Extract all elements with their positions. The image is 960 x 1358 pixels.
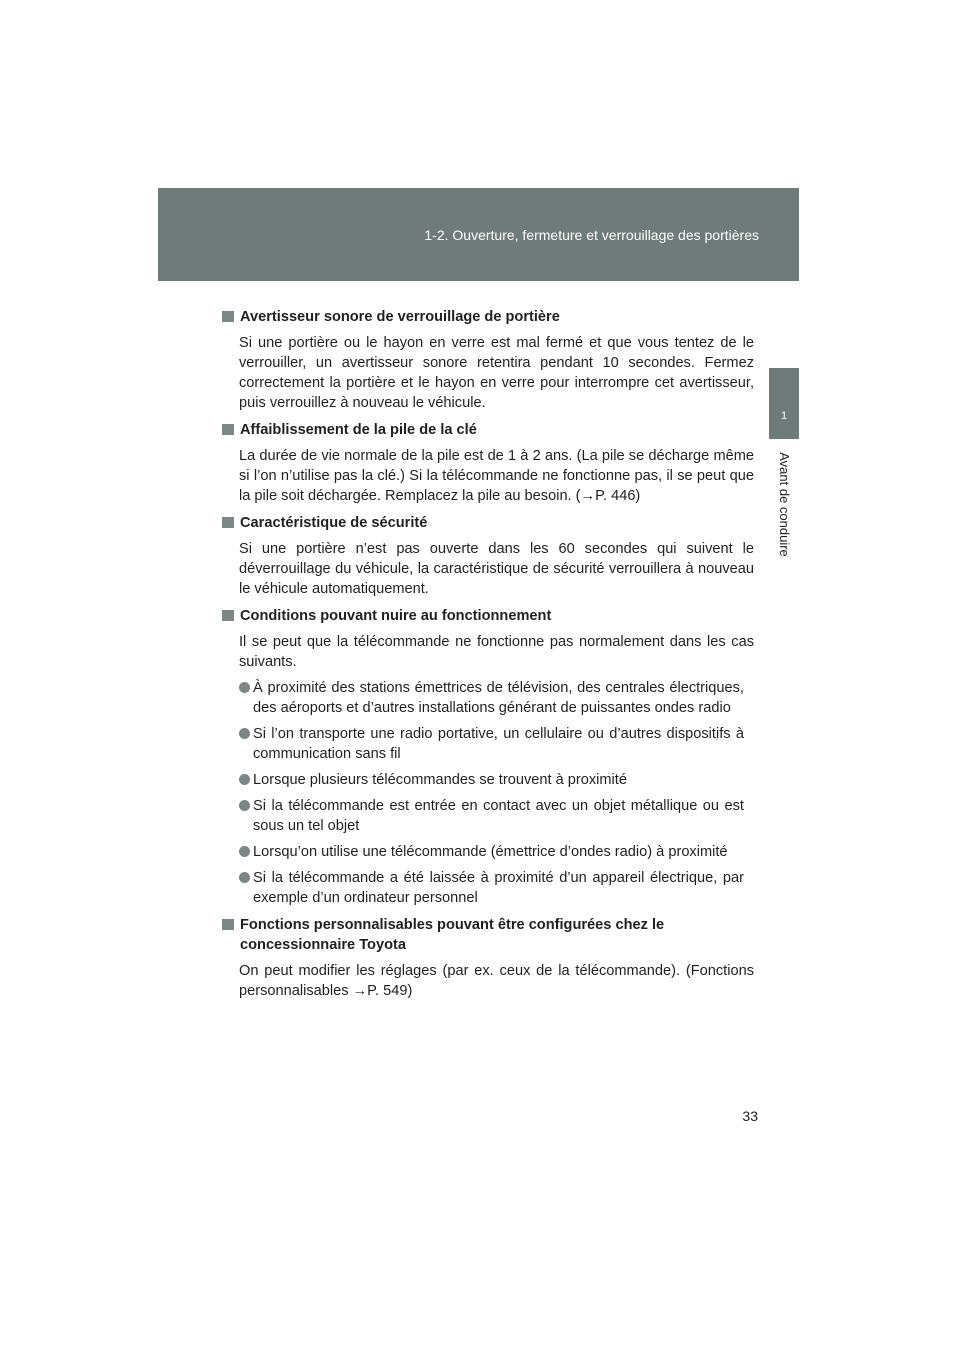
section-heading bbox=[222, 606, 754, 626]
section-heading bbox=[222, 915, 754, 955]
section-text: Il se peut que la télécommande ne fonctionne pas normalement dans les cas suivants. bbox=[239, 634, 754, 670]
list-item bbox=[239, 796, 754, 836]
section-title: Caractéristique de sécurité bbox=[240, 515, 428, 531]
list-item bbox=[239, 868, 754, 908]
list-item bbox=[239, 770, 754, 790]
section-title: Fonctions personnalisables pouvant être configurées chez le concessionnaire Toyota bbox=[240, 917, 665, 953]
round-bullet-icon bbox=[239, 728, 250, 739]
section-text: Si une portière ou le hayon en verre est mal fermé et que vous tentez de le verrouiller, un avertisseur sonore retentira pendant 10 secondes. Fermez correctement la portière et le hayon en verre pour interrompre cet avertisseur, puis verrouillez à nouveau le véhicule. bbox=[239, 335, 754, 411]
square-bullet-icon bbox=[222, 919, 234, 930]
section-customizable-features bbox=[222, 915, 754, 1001]
chapter-number: 1 bbox=[780, 410, 788, 422]
list-item-text: À proximité des stations émettrices de télévision, des centrales électriques, des aéroports et d’autres installations générant de puissantes ondes radio bbox=[253, 680, 744, 716]
chapter-title: 1-2. Ouverture, fermeture et verrouillage des portières bbox=[424, 227, 759, 243]
section-title: Affaiblissement de la pile de la clé bbox=[240, 422, 477, 438]
list-item-text: Lorsque plusieurs télécommandes se trouvent à proximité bbox=[253, 772, 627, 788]
round-bullet-icon bbox=[239, 774, 250, 785]
page-content bbox=[222, 307, 754, 1008]
page-number: 33 bbox=[742, 1108, 758, 1124]
section-title: Conditions pouvant nuire au fonctionnement bbox=[240, 608, 552, 624]
list-item bbox=[239, 842, 754, 862]
round-bullet-icon bbox=[239, 872, 250, 883]
square-bullet-icon bbox=[222, 311, 234, 322]
round-bullet-icon bbox=[239, 846, 250, 857]
section-heading bbox=[222, 420, 754, 440]
square-bullet-icon bbox=[222, 517, 234, 528]
section-text: La durée de vie normale de la pile est de 1 à 2 ans. (La pile se décharge même si l’on n’utilise pas la clé.) Si la télécommande ne fonctionne pas, il se peut que la pile soit déchargée. Remplacez la pile au besoin. (→P. 446) bbox=[239, 448, 754, 504]
section-key-battery bbox=[222, 420, 754, 506]
section-text: On peut modifier les réglages (par ex. ceux de la télécommande). (Fonctions personnalisables →P. 549) bbox=[239, 963, 754, 999]
chapter-header-band bbox=[158, 188, 799, 281]
round-bullet-icon bbox=[239, 800, 250, 811]
list-item-text: Si l’on transporte une radio portative, un cellulaire ou d’autres dispositifs à communication sans fil bbox=[253, 726, 744, 762]
list-item bbox=[239, 678, 754, 718]
list-item bbox=[239, 724, 754, 764]
chapter-side-label-text: Avant de conduire bbox=[776, 451, 792, 557]
square-bullet-icon bbox=[222, 610, 234, 621]
condition-list bbox=[239, 678, 754, 908]
section-heading bbox=[222, 513, 754, 533]
list-item-text: Lorsqu’on utilise une télécommande (émettrice d’ondes radio) à proximité bbox=[253, 844, 728, 860]
chapter-side-tab bbox=[769, 368, 799, 439]
section-title: Avertisseur sonore de verrouillage de portière bbox=[240, 309, 560, 325]
square-bullet-icon bbox=[222, 424, 234, 435]
chapter-side-label bbox=[771, 439, 797, 569]
round-bullet-icon bbox=[239, 682, 250, 693]
section-door-lock-buzzer bbox=[222, 307, 754, 413]
section-operating-conditions bbox=[222, 606, 754, 908]
section-text: Si une portière n’est pas ouverte dans les 60 secondes qui suivent le déverrouillage du véhicule, la caractéristique de sécurité verrouillera à nouveau le véhicule automatiquement. bbox=[239, 541, 754, 597]
section-heading bbox=[222, 307, 754, 327]
list-item-text: Si la télécommande est entrée en contact avec un objet métallique ou est sous un tel objet bbox=[253, 798, 744, 834]
section-security-feature bbox=[222, 513, 754, 599]
list-item-text: Si la télécommande a été laissée à proximité d’un appareil électrique, par exemple d’un ordinateur personnel bbox=[253, 870, 744, 906]
